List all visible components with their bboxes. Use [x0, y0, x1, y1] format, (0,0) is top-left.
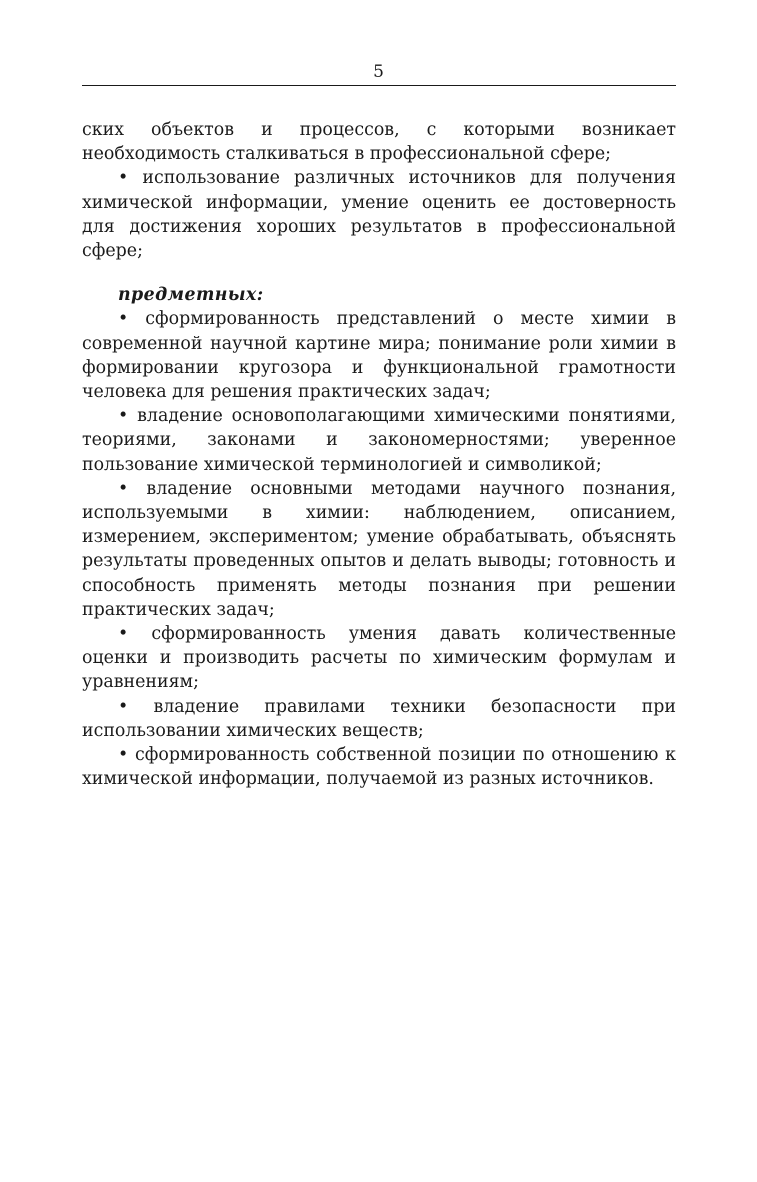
bullet-own-position: • сформированность собственной позиции по отношению к химической информации, получаемой из разных источников.: [82, 745, 676, 790]
page-number: 5: [373, 62, 384, 82]
bullet-info-sources: • использование различных источников для получения химической информации, умение оценить ее достоверность для достижения хороших результатов в профессиональной сфере;: [82, 168, 676, 262]
bullet-safety-rules: • владение правилами техники безопасности при использовании химических веществ;: [82, 696, 676, 741]
bullet-basic-concepts: • владение основополагающими химическими понятиями, теориями, законами и закономерностями; уверенное пользование химической терминологией и символикой;: [82, 406, 676, 475]
header-rule: [82, 85, 676, 86]
section-heading-subject: предметных:: [118, 285, 264, 306]
paragraph-continuation: ских объектов и процессов, с которыми возникает необходимость сталкиваться в профессиональной сфере;: [82, 120, 676, 165]
bullet-quantitative-estimates: • сформированность умения давать количественные оценки и производить расчеты по химическим формулам и уравнениям;: [82, 624, 676, 693]
body-text: [82, 118, 676, 791]
bullet-chemistry-place: • сформированность представлений о месте химии в современной научной картине мира; понимание роли химии в формировании кругозора и функциональной грамотности человека для решения практических задач;: [82, 309, 676, 403]
bullet-scientific-methods: • владение основными методами научного познания, используемыми в химии: наблюдением, описанием, измерением, экспериментом; умение обрабатывать, объяснять результаты проведенных опытов и делать выводы; готовность и способность применять методы познания при решении практических задач;: [82, 478, 676, 620]
